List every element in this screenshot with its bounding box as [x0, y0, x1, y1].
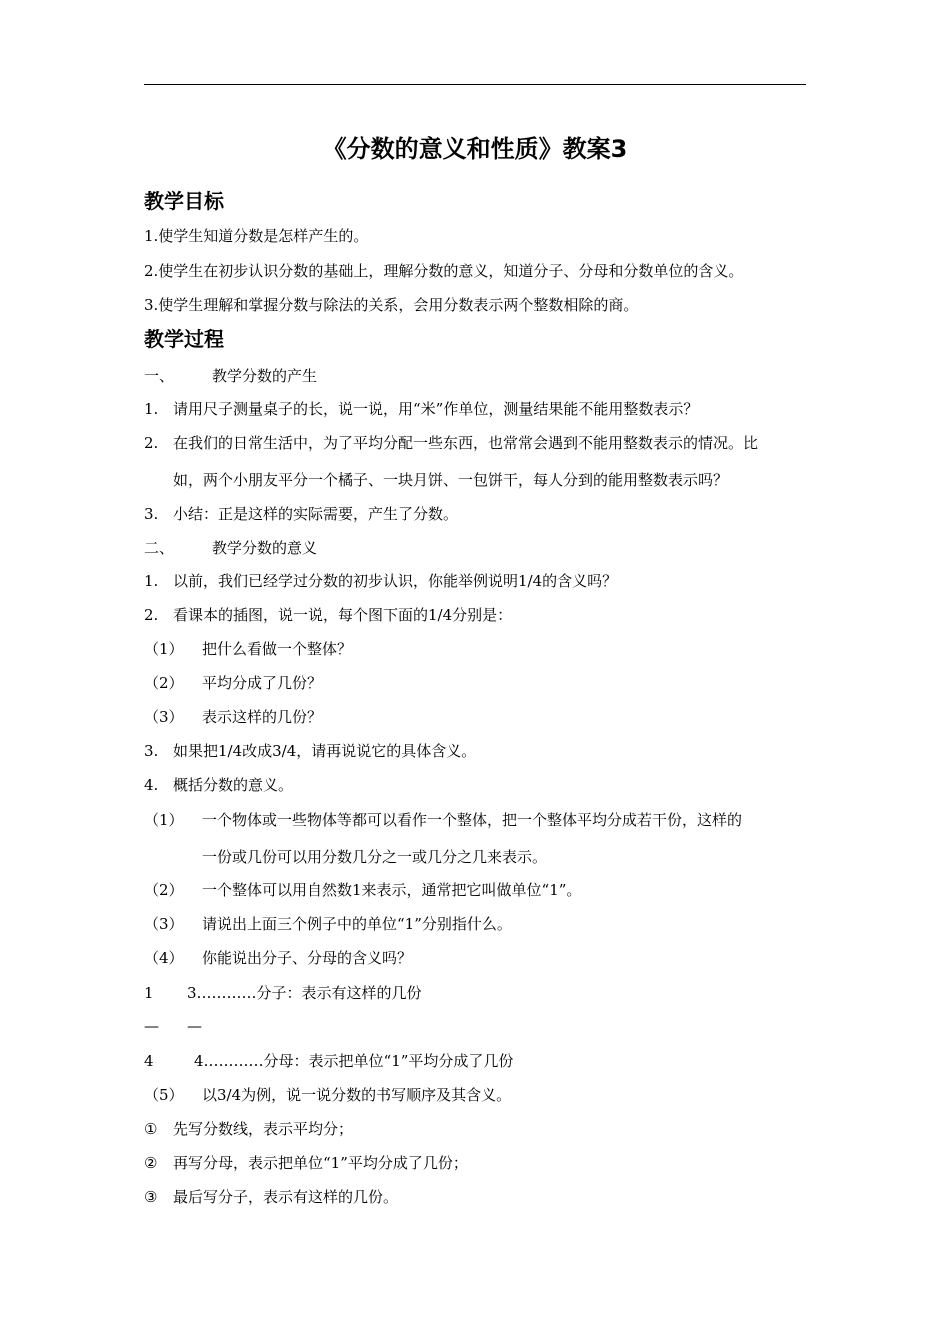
part1-item-2: 在我们的日常生活中，为了平均分配一些东西，也常常会遇到不能用整数表示的情况。比 — [173, 434, 759, 452]
goal-item-3: 3.使学生理解和掌握分数与除法的关系，会用分数表示两个整数相除的商。 — [144, 296, 639, 314]
part1-item-1-number: 1. — [144, 400, 159, 418]
part1-item-1: 请用尺子测量桌子的长，说一说，用“米”作单位，测量结果能不能用整数表示？ — [173, 400, 699, 418]
part2-item-1-number: 1. — [144, 572, 159, 590]
step-1: 先写分数线，表示平均分； — [173, 1120, 354, 1138]
sub1-item-3: 表示这样的几份？ — [202, 708, 323, 726]
sub2-item-3-number: （3） — [144, 915, 184, 933]
sub2-item-5-number: （5） — [144, 1086, 184, 1104]
part1-item-3: 小结：正是这样的实际需要，产生了分数。 — [173, 505, 459, 523]
sub2-item-4: 你能说出分子、分母的含义吗？ — [202, 949, 413, 967]
step-3: 最后写分子，表示有这样的几份。 — [173, 1188, 399, 1206]
fraction-bar-1: — — [144, 1017, 159, 1035]
goal-item-1: 1.使学生知道分数是怎样产生的。 — [144, 227, 369, 245]
fraction-numerator: 1 — [144, 984, 154, 1002]
page-title: 《分数的意义和性质》教案3 — [322, 135, 628, 163]
part1-number: 一、 — [144, 367, 175, 385]
step-2-number: ② — [144, 1154, 158, 1172]
denominator-explanation: 4…………分母：表示把单位“1”平均分成了几份 — [194, 1052, 514, 1070]
sub2-item-4-number: （4） — [144, 949, 184, 967]
part2-item-3-number: 3. — [144, 742, 159, 760]
heading-teaching-process: 教学过程 — [144, 327, 224, 351]
header-rule — [144, 84, 806, 85]
sub2-item-2: 一个整体可以用自然数1来表示，通常把它叫做单位“1”。 — [202, 881, 582, 899]
goal-item-2: 2.使学生在初步认识分数的基础上，理解分数的意义，知道分子、分母和分数单位的含义。 — [144, 262, 744, 280]
step-3-number: ③ — [144, 1188, 158, 1206]
sub1-item-2-number: （2） — [144, 674, 184, 692]
sub1-item-2: 平均分成了几份？ — [202, 674, 323, 692]
part2-title: 教学分数的意义 — [212, 539, 318, 557]
part2-item-4-number: 4. — [144, 776, 159, 794]
sub2-item-1: 一个物体或一些物体等都可以看作一个整体，把一个整体平均分成若干份，这样的 — [202, 811, 743, 829]
part2-item-2-number: 2. — [144, 606, 159, 624]
sub2-item-1-continued: 一份或几份可以用分数几分之一或几分之几来表示。 — [202, 848, 548, 866]
part2-item-3: 如果把1/4改成3/4，请再说说它的具体含义。 — [173, 742, 477, 760]
sub1-item-3-number: （3） — [144, 708, 184, 726]
fraction-denominator: 4 — [144, 1052, 154, 1070]
part2-item-1: 以前，我们已经学过分数的初步认识，你能举例说明1/4的含义吗？ — [173, 572, 618, 590]
part1-item-2-number: 2. — [144, 434, 159, 452]
part1-item-3-number: 3. — [144, 505, 159, 523]
part1-item-2-continued: 如，两个小朋友平分一个橘子、一块月饼、一包饼干，每人分到的能用整数表示吗？ — [173, 471, 729, 489]
sub2-item-3: 请说出上面三个例子中的单位“1”分别指什么。 — [202, 915, 512, 933]
sub1-item-1: 把什么看做一个整体？ — [202, 640, 353, 658]
sub2-item-5: 以3/4为例，说一说分数的书写顺序及其含义。 — [202, 1086, 512, 1104]
part1-title: 教学分数的产生 — [212, 367, 318, 385]
sub2-item-2-number: （2） — [144, 881, 184, 899]
part2-number: 二、 — [144, 539, 175, 557]
part2-item-4: 概括分数的意义。 — [173, 776, 294, 794]
fraction-bar-2: — — [187, 1017, 202, 1035]
numerator-explanation: 3…………分子：表示有这样的几份 — [187, 984, 422, 1002]
step-2: 再写分母，表示把单位“1”平均分成了几份； — [173, 1154, 468, 1172]
heading-teaching-goals: 教学目标 — [144, 189, 224, 213]
sub1-item-1-number: （1） — [144, 640, 184, 658]
sub2-item-1-number: （1） — [144, 811, 184, 829]
step-1-number: ① — [144, 1120, 158, 1138]
part2-item-2: 看课本的插图，说一说，每个图下面的1/4分别是： — [173, 606, 513, 624]
